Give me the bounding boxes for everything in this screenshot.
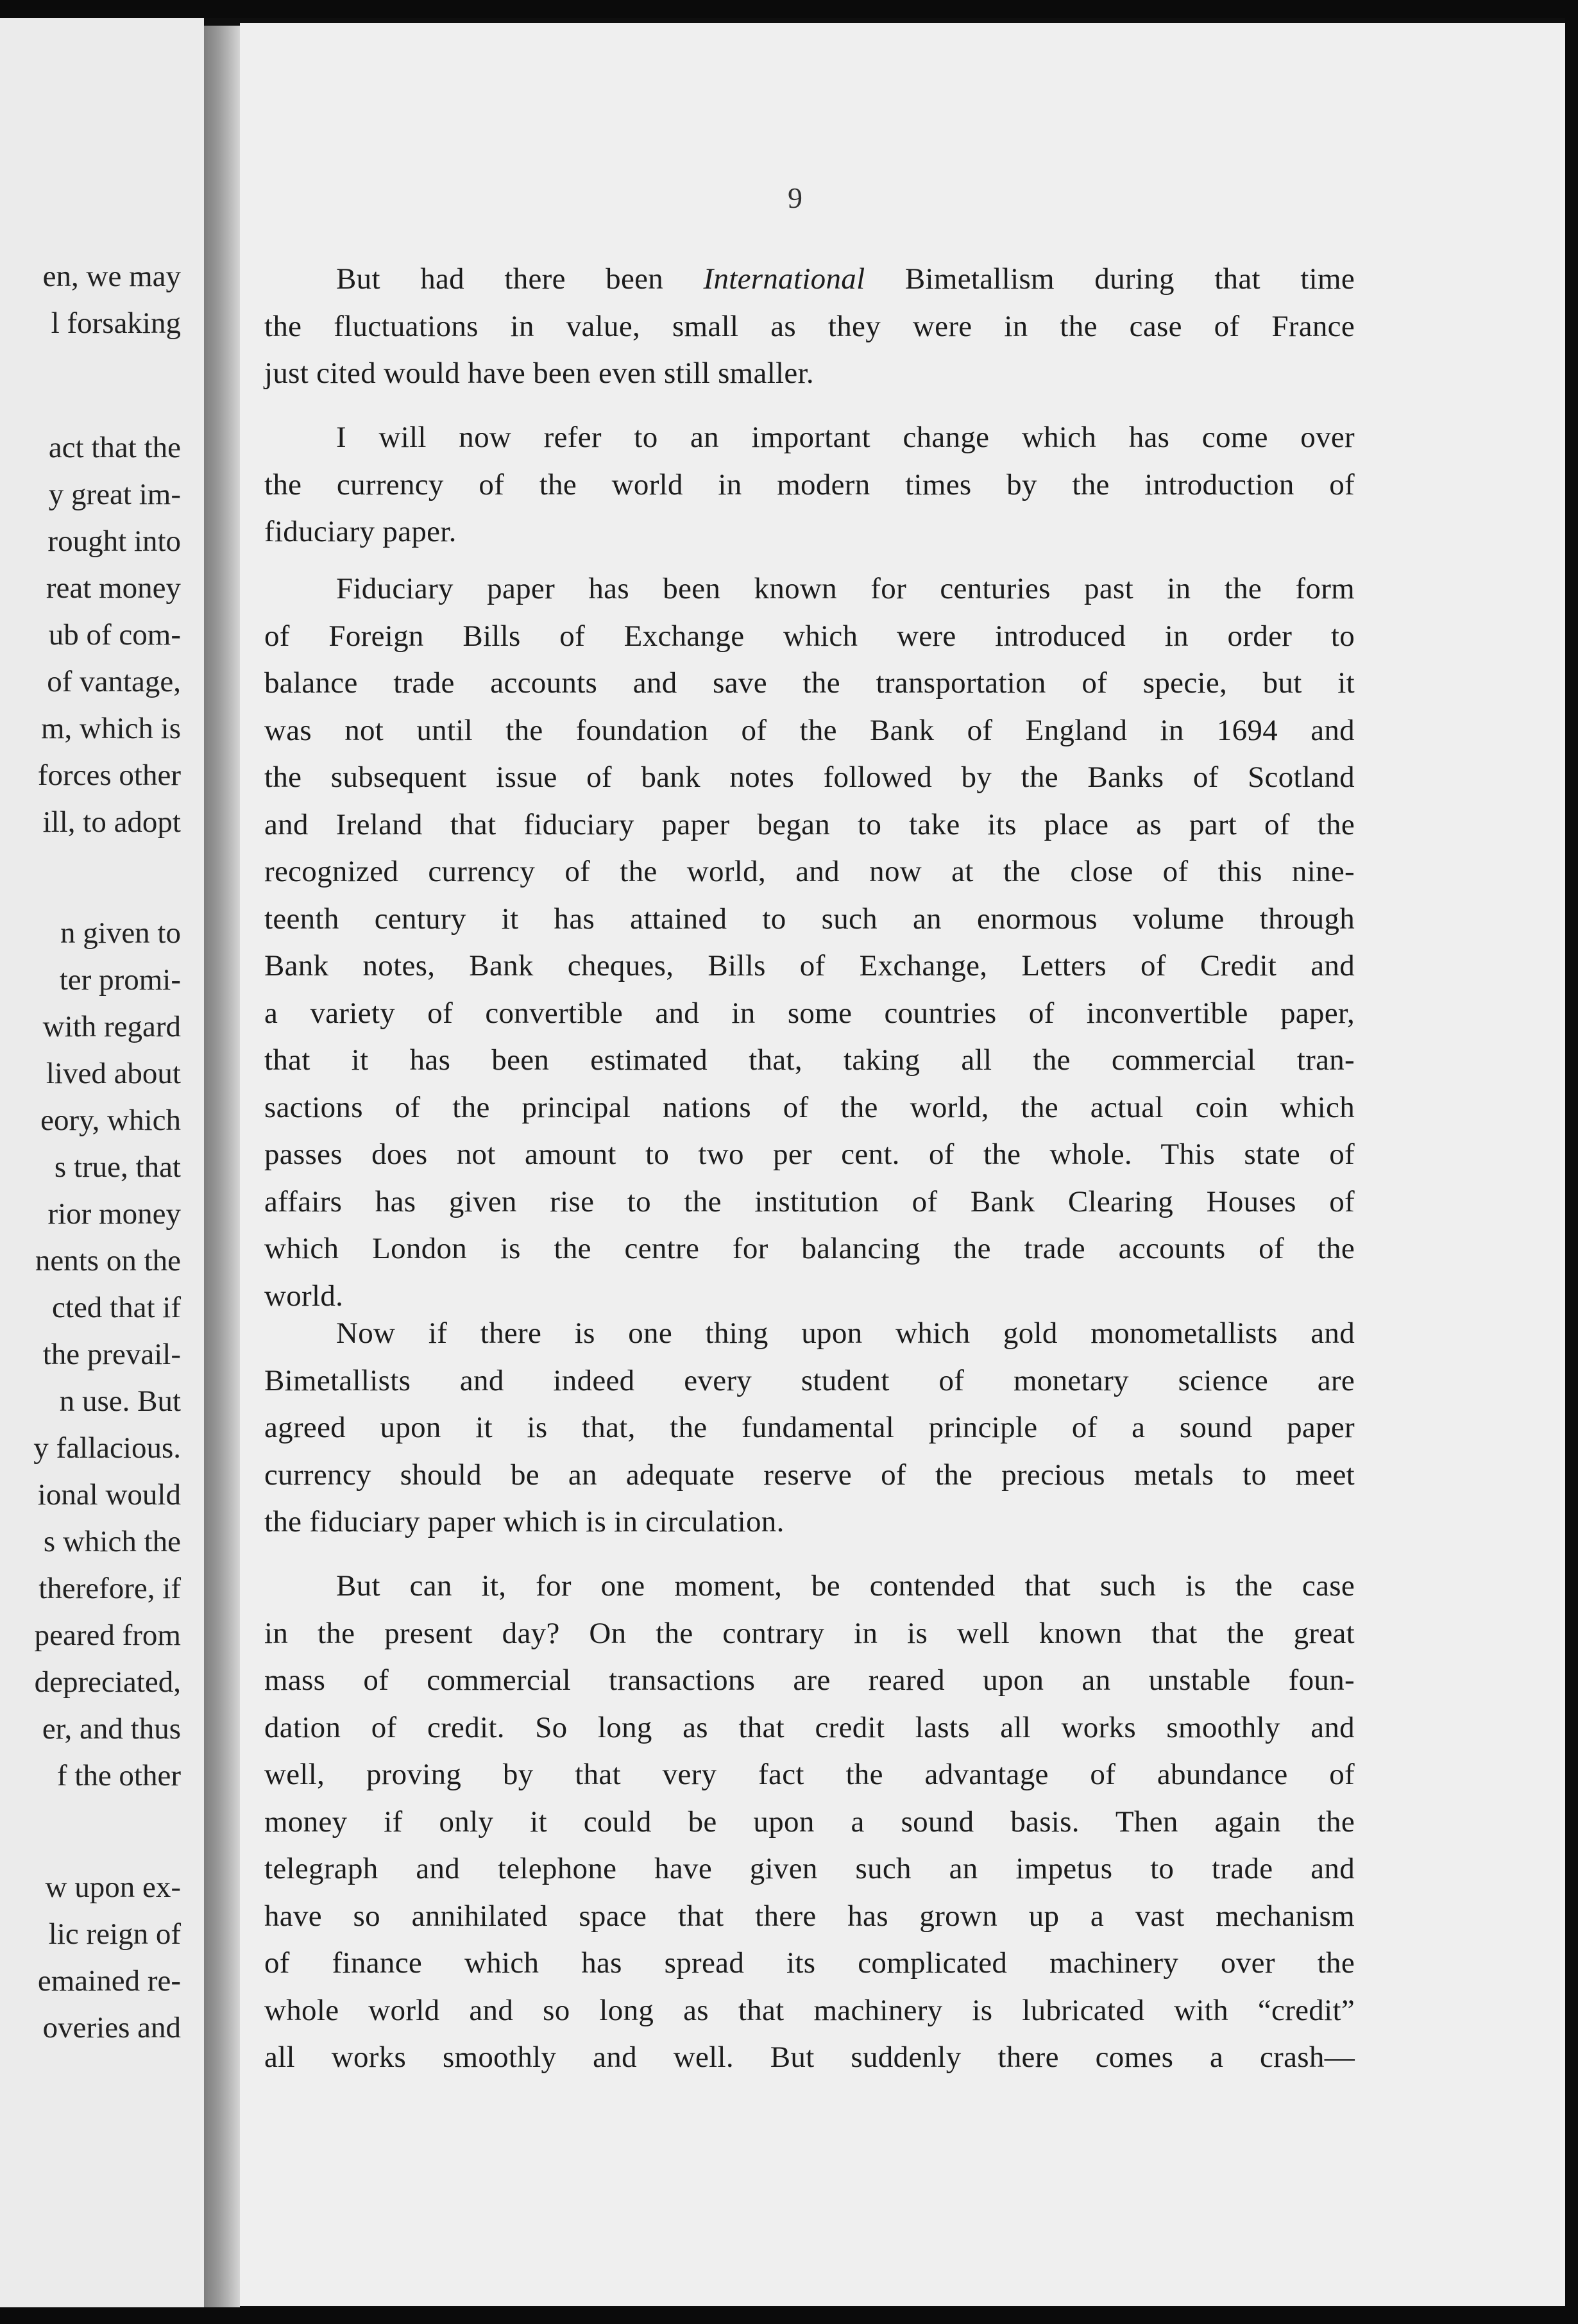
text-line: money if only it could be upon a sound basis. Then again the <box>264 1805 1355 1839</box>
text-line: the fluctuations in value, small as they were in the case of France <box>264 309 1355 343</box>
text-line: have so annihilated space that there has grown up a vast mechanism <box>264 1899 1355 1933</box>
left-page-fragment <box>0 18 204 2307</box>
paragraph-3 <box>264 566 1355 1320</box>
right-scan-border <box>1565 0 1578 2324</box>
page-number: 9 <box>788 181 802 214</box>
text-line: I will now refer to an important change which has come over <box>336 421 1355 454</box>
text-line: a variety of convertible and in some countries of inconvertible paper, <box>264 996 1355 1030</box>
text-line: the subsequent issue of bank notes followed by the Banks of Scotland <box>264 761 1355 794</box>
left-page-text-line: ill, to adopt <box>42 805 181 839</box>
left-page-text-line: with regard <box>42 1010 181 1043</box>
left-page-text-line: n use. But <box>59 1385 181 1418</box>
text-line: But had there been International Bimetallism during that time <box>336 262 1355 296</box>
left-page-text-line: n given to <box>60 916 181 950</box>
text-line: Now if there is one thing upon which gold monometallists and <box>336 1317 1355 1350</box>
text-line: fiduciary paper. <box>264 515 457 548</box>
text-line: which London is the centre for balancing the trade accounts of the <box>264 1232 1355 1265</box>
text-line: of finance which has spread its complicated machinery over the <box>264 1946 1355 1980</box>
left-page-text-line: depreciated, <box>34 1665 181 1699</box>
left-page-text-line: ter promi- <box>59 963 181 997</box>
left-page-text-line: y great im- <box>48 478 181 511</box>
text-line: all works smoothly and well. But suddenly there comes a crash— <box>264 2041 1355 2074</box>
text-line: teenth century it has attained to such an enormous volume through <box>264 902 1355 936</box>
left-page-text-line: lived about <box>46 1057 181 1090</box>
text-line: dation of credit. So long as that credit lasts all works smoothly and <box>264 1710 1355 1744</box>
left-page-text-line: l forsaking <box>51 307 181 340</box>
text-line: world. <box>264 1279 344 1313</box>
text-line: agreed upon it is that, the fundamental principle of a sound paper <box>264 1411 1355 1444</box>
text-line: Bank notes, Bank cheques, Bills of Exchange, Letters of Credit and <box>264 949 1355 982</box>
text-line: and Ireland that fiduciary paper began to take its place as part of the <box>264 807 1355 841</box>
left-page-text-line: cted that if <box>52 1291 181 1324</box>
left-page-text-line: y fallacious. <box>33 1431 181 1465</box>
left-page-text-line: overies and <box>42 2011 181 2044</box>
text-line: passes does not amount to two per cent. of the whole. This state of <box>264 1138 1355 1171</box>
left-page-text-line: w upon ex- <box>45 1871 181 1904</box>
paragraph-2 <box>264 414 1355 556</box>
left-page-text-line: lic reign of <box>48 1917 181 1951</box>
text-line: the currency of the world in modern times by the introduction of <box>264 467 1355 501</box>
left-page-text-line: of vantage, <box>47 665 181 698</box>
text-line: recognized currency of the world, and now at the close of this nine- <box>264 855 1355 888</box>
text-line: whole world and so long as that machinery is lubricated with “credit” <box>264 1993 1355 2027</box>
left-page-text-line: the prevail- <box>42 1338 181 1371</box>
left-page-text-line: eory, which <box>40 1104 181 1137</box>
left-page-text-line: ional would <box>37 1478 181 1511</box>
left-page-text-line: en, we may <box>42 260 181 293</box>
left-page-text-line: peared from <box>34 1619 181 1652</box>
left-page-text-line: emained re- <box>37 1964 181 1998</box>
text-line: that it has been estimated that, taking all the commercial tran- <box>264 1043 1355 1077</box>
text-line: well, proving by that very fact the advantage of abundance of <box>264 1758 1355 1791</box>
left-page-text-line: s which the <box>43 1525 181 1558</box>
left-page-text-line: rought into <box>47 525 181 558</box>
left-page-text-line: therefore, if <box>38 1572 181 1605</box>
text-line: was not until the foundation of the Bank of England in 1694 and <box>264 713 1355 747</box>
paragraph-1 <box>264 256 1355 398</box>
text-line: mass of commercial transactions are reared upon an unstable foun- <box>264 1663 1355 1697</box>
text-line: in the present day? On the contrary in is well known that the great <box>264 1616 1355 1650</box>
left-page-text-line: s true, that <box>54 1150 181 1184</box>
text-line: the fiduciary paper which is in circulation. <box>264 1505 785 1538</box>
text-line: sactions of the principal nations of the world, the actual coin which <box>264 1090 1355 1124</box>
text-line: currency should be an adequate reserve of the precious metals to meet <box>264 1458 1355 1492</box>
text-line: just cited would have been even still smaller. <box>264 357 814 390</box>
left-page-text-line: reat money <box>46 571 181 605</box>
text-line: affairs has given rise to the institution of Bank Clearing Houses of <box>264 1184 1355 1218</box>
left-page-text-line: ub of com- <box>48 618 181 652</box>
left-page-text-line: er, and thus <box>42 1712 181 1746</box>
paragraph-5 <box>264 1563 1355 2082</box>
text-line: telegraph and telephone have given such an impetus to trade and <box>264 1852 1355 1885</box>
italic-term: International <box>703 262 865 296</box>
left-page-text-line: act that the <box>48 431 181 464</box>
book-gutter <box>204 26 240 2309</box>
text-line: balance trade accounts and save the transportation of specie, but it <box>264 666 1355 700</box>
text-line: of Foreign Bills of Exchange which were introduced in order to <box>264 619 1355 653</box>
text-line: Fiduciary paper has been known for centuries past in the form <box>336 572 1355 605</box>
left-page-text-line: forces other <box>37 759 181 792</box>
left-page-text-line: f the other <box>56 1759 181 1792</box>
paragraph-4 <box>264 1310 1355 1546</box>
left-page-text-line: nents on the <box>35 1244 181 1277</box>
left-page-text-line: rior money <box>47 1197 181 1231</box>
text-line: Bimetallists and indeed every student of monetary science are <box>264 1363 1355 1397</box>
top-scan-border <box>0 0 1578 18</box>
bottom-scan-border <box>0 2307 1578 2324</box>
left-page-text-line: m, which is <box>40 712 181 745</box>
text-line: But can it, for one moment, be contended that such is the case <box>336 1569 1355 1603</box>
